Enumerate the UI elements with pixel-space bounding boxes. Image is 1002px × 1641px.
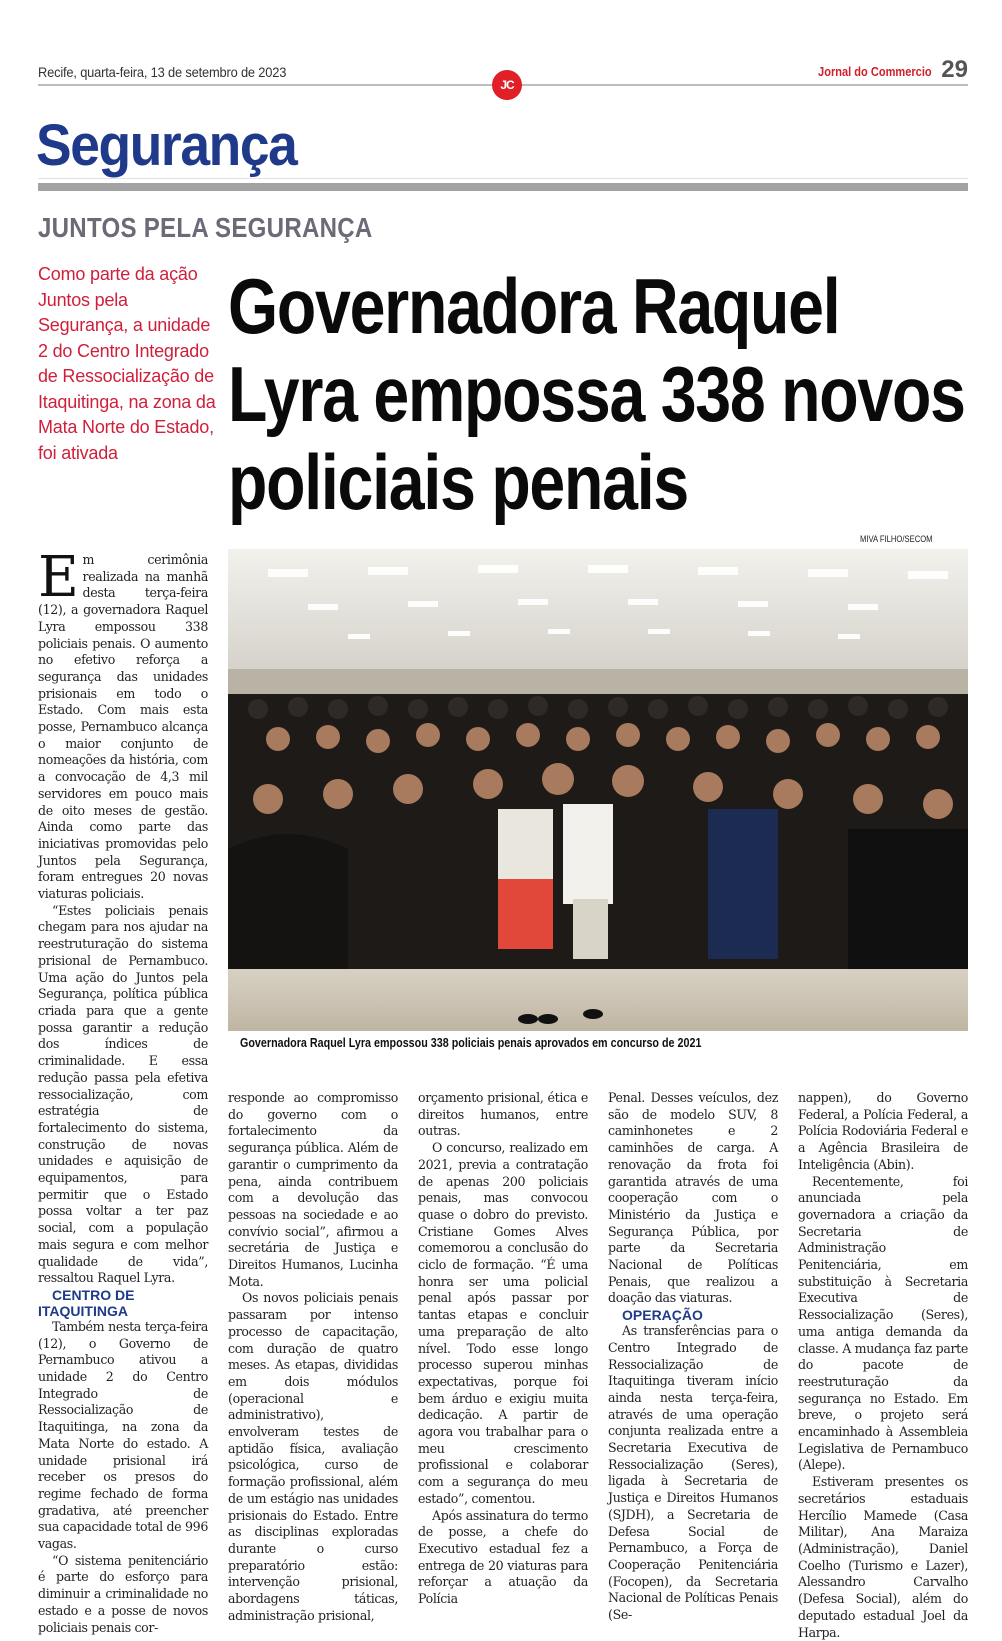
photo-caption: Governadora Raquel Lyra empossou 338 policiais penais aprovados em concurso de 2021 xyxy=(240,1036,702,1050)
headline-box xyxy=(228,262,973,532)
headline: Governadora Raquel Lyra empossa 338 novos policiais penais xyxy=(228,262,965,526)
lede: Como parte da ação Juntos pela Segurança, a unidade 2 do Centro Integrado de Ressocialização de Itaquitinga, na zona da Mata Norte do Estado, foi ativada xyxy=(38,264,216,463)
kicker: JUNTOS PELA SEGURANÇA xyxy=(38,212,373,243)
article-column-3 xyxy=(418,1090,588,1608)
paragraph: nappen), do Governo Federal, a Polícia Federal, a Polícia Rodoviária Federal e a Agência Brasileira de Inteligência (Abin). xyxy=(798,1090,968,1172)
subhead-centro-itaquitinga: CENTRO DE ITAQUITINGA xyxy=(38,1286,135,1319)
article-column-1 xyxy=(38,545,208,1636)
crowd-photo-illustration xyxy=(228,549,968,1031)
article-column-4 xyxy=(608,1090,778,1624)
paragraph-text: m cerimônia realizada na manhã desta terça-feira (12), a governadora Raquel Lyra empossou 338 policiais penais. O aumento no efetivo reforça a segurança das unidades prisionais em todo o Estado. Com mais esta posse, Pernambuco alcança o maior conjunto de nomeações da história, com a convocação de 4,3 mil servidores em pouco mais de oito meses de gestão. Ainda como parte das iniciativas promovidas pelo Juntos pela Segurança, foram entregues 20 novas viaturas policiais. xyxy=(38,552,208,902)
newspaper-name: Jornal do Commercio xyxy=(818,64,932,79)
paragraph: Após assinatura do termo de posse, a chefe do Executivo estadual fez a entrega de 20 viaturas para reforçar a atuação da Polícia xyxy=(418,1507,588,1607)
paragraph xyxy=(38,545,208,903)
paragraph: As transferências para o Centro Integrado de Ressocialização de Itaquitinga tiveram início ainda nesta terça-feira, através de uma operação conjunta realizada entre a Secretaria Executiva de Ressocialização (Seres), ligada à Secretaria de Justiça e Direitos Humanos (SJDH), a Secretaria de Defesa Social de Pernambuco, a Força de Cooperação Penitenciária (Focopen), da Secretaria Nacional de Políticas Penais (Se- xyxy=(608,1323,778,1623)
paragraph: Estiveram presentes os secretários estaduais Hercílio Mamede (Casa Militar), Ana Maraiza (Administração), Daniel Coelho (Turismo e Lazer), Alessandro Carvalho (Defesa Social), além do deputado estadual Joel da Harpa. xyxy=(798,1474,968,1640)
jc-logo-icon: JC xyxy=(492,70,522,100)
subhead-operacao: OPERAÇÃO xyxy=(622,1307,703,1324)
page-number: 29 xyxy=(941,56,968,83)
paragraph: O concurso, realizado em 2021, previa a contratação de apenas 200 policiais penais, mas convocou quase o dobro do previsto. Cristiane Gomes Alves comemorou a conclusão do ciclo de formação. “É uma honra ser uma policial penal após passar por tantas etapas e concluir uma preparação de alto nível. Todo esse longo processo superou minhas expectativas, porque foi bem árduo e exigiu muita dedicação. A partir de agora vou trabalhar para o meu crescimento profissional e colaborar com a segurança do meu estado”, comentou. xyxy=(418,1140,588,1506)
article-photo xyxy=(228,549,968,1031)
paragraph: “O sistema penitenciário é parte do esforço para diminuir a criminalidade no estado e a posse de novos policiais penais cor- xyxy=(38,1552,208,1635)
red-skirt xyxy=(498,879,553,949)
paragraph: Recentemente, foi anunciada pela governadora a criação da Secretaria de Administração Penitenciária, em substituição à Secretaria Executiva de Ressocialização (Seres), uma antiga demanda da classe. A mudança faz parte do pacote de reestruturação da segurança no Estado. Em breve, o projeto será encaminhado à Assembleia Legislativa de Pernambuco (Alepe). xyxy=(798,1173,968,1473)
paragraph: orçamento prisional, ética e direitos humanos, entre outras. xyxy=(418,1090,588,1139)
photo-credit: MIVA FILHO/SECOM xyxy=(860,534,933,544)
section-divider xyxy=(38,183,968,191)
paragraph: Também nesta terça-feira (12), o Governo de Pernambuco ativou a unidade 2 do Centro Integrado de Ressocialização de Itaquitinga, na zona da Mata Norte do estado. A unidade prisional irá receber os presos do regime fechado de forma gradativa, até preencher sua capacidade total de 996 vagas. xyxy=(38,1318,208,1552)
paragraph: responde ao compromisso do governo com o fortalecimento da segurança pública. Além de garantir o cumprimento da pena, ainda contribuem com a devolução das pessoas na sociedade e ao convívio social”, afirmou a secretária de Justiça e Direitos Humanos, Lucinha Mota. xyxy=(228,1090,398,1289)
section-divider-thin xyxy=(38,178,968,179)
floor xyxy=(228,969,968,1031)
dateline: Recife, quarta-feira, 13 de setembro de 2023 xyxy=(38,64,287,80)
article-column-2 xyxy=(228,1090,398,1625)
dropcap: E xyxy=(38,545,79,610)
paragraph: Penal. Desses veículos, dez são de modelo SUV, 8 caminhonetes e 2 caminhões de carga. A renovação da frota foi garantida através de uma cooperação com o Ministério da Justiça e Segurança Pública, por parte da Secretaria Nacional de Políticas Penais, que realizou a doação das viaturas. xyxy=(608,1090,778,1306)
article-column-5 xyxy=(798,1090,968,1641)
section-title: Segurança xyxy=(36,113,297,178)
paragraph: “Estes policiais penais chegam para nos ajudar na reestruturação do sistema prisional de Pernambuco. Uma ação do Juntos pela Segurança, política pública criada para que a gente possa garantir a redução dos índices de criminalidade. E essa redução passa pela efetiva ressocialização, com estratégia de fortalecimento do sistema, construção de novas unidades e aquisição de equipamentos, para permitir que o Estado possa voltar a ter paz social, com a população mais segura e com melhor qualidade de vida”, ressaltou Raquel Lyra. xyxy=(38,902,208,1286)
blue-suit xyxy=(708,809,778,959)
paragraph: Os novos policiais penais passaram por intenso processo de capacitação, com duração de quatro meses. As etapas, divididas em dois módulos (operacional e administrativo), envolveram testes de aptidão física, avaliação psicológica, curso de formação profissional, além de um estágio nas unidades prisionais do Estado. Entre as disciplinas exploradas durante o curso preparatório estão: intervenção prisional, abordagens táticas, administração prisional, xyxy=(228,1290,398,1623)
